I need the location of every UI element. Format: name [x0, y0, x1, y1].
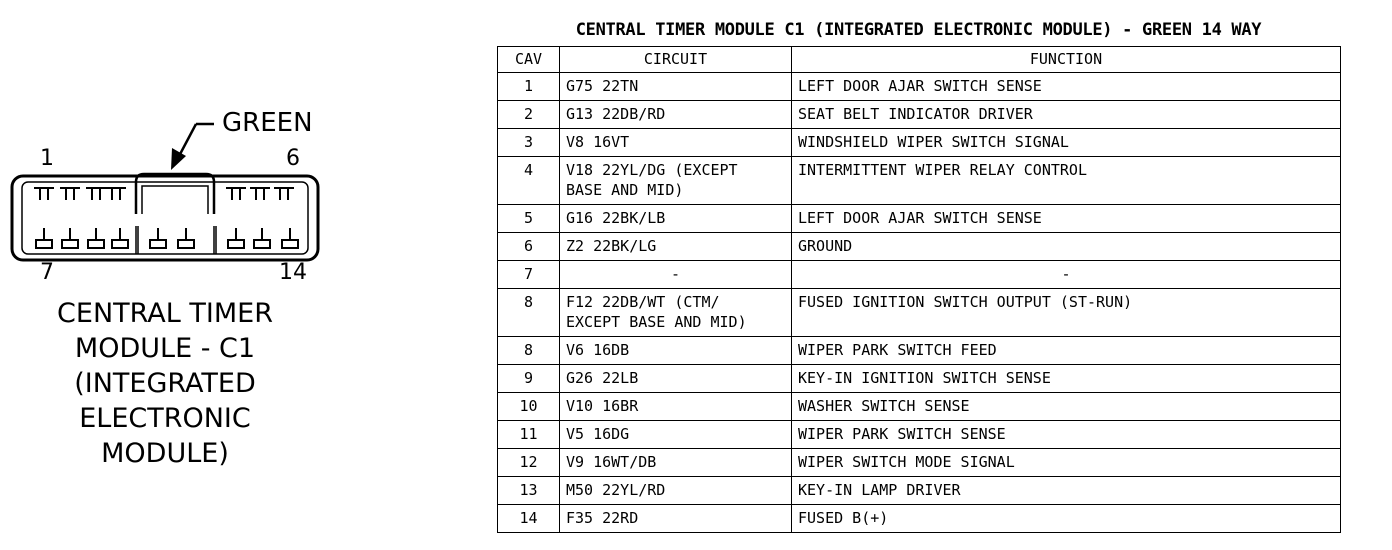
circuit-cell: M50 22YL/RD [560, 477, 792, 505]
table-row [498, 365, 1341, 393]
function-cell: WINDSHIELD WIPER SWITCH SIGNAL [792, 129, 1341, 157]
circuit-cell-line: BASE AND MID) [566, 181, 684, 199]
cav-cell: 9 [498, 365, 560, 393]
pin-label-7: 7 [40, 260, 54, 285]
cav-cell: 14 [498, 505, 560, 533]
function-cell: WIPER PARK SWITCH FEED [792, 337, 1341, 365]
table-row [498, 421, 1341, 449]
table-row [498, 101, 1341, 129]
table-row [498, 157, 1341, 205]
cav-cell: 3 [498, 129, 560, 157]
cav-cell: 12 [498, 449, 560, 477]
cav-cell: 2 [498, 101, 560, 129]
circuit-cell: V8 16VT [560, 129, 792, 157]
pin-label-1: 1 [40, 146, 54, 171]
cav-cell: 10 [498, 393, 560, 421]
function-cell: KEY-IN LAMP DRIVER [792, 477, 1341, 505]
table-row [498, 233, 1341, 261]
module-name-line: MODULE) [101, 438, 229, 469]
function-cell: LEFT DOOR AJAR SWITCH SENSE [792, 73, 1341, 101]
circuit-cell: G26 22LB [560, 365, 792, 393]
circuit-cell: Z2 22BK/LG [560, 233, 792, 261]
header-circuit: CIRCUIT [560, 47, 792, 73]
circuit-cell: V10 16BR [560, 393, 792, 421]
table-row [498, 205, 1341, 233]
function-cell: - [792, 261, 1341, 289]
circuit-cell: V5 16DG [560, 421, 792, 449]
function-cell: WIPER SWITCH MODE SIGNAL [792, 449, 1341, 477]
green-pointer-arrow [171, 124, 214, 170]
table-title: CENTRAL TIMER MODULE C1 (INTEGRATED ELECTRONIC MODULE) - GREEN 14 WAY [575, 20, 1262, 40]
module-name-line: MODULE - C1 [74, 333, 256, 364]
function-cell: FUSED B(+) [792, 505, 1341, 533]
cav-cell: 8 [498, 289, 560, 337]
circuit-cell: V9 16WT/DB [560, 449, 792, 477]
function-cell: WASHER SWITCH SENSE [792, 393, 1341, 421]
header-cav: CAV [498, 47, 560, 73]
circuit-cell [560, 157, 792, 205]
function-cell: LEFT DOOR AJAR SWITCH SENSE [792, 205, 1341, 233]
circuit-cell-line: V18 22YL/DG (EXCEPT [566, 161, 738, 179]
cav-cell: 4 [498, 157, 560, 205]
bottom-row-terminals [36, 228, 298, 248]
module-name-caption [12, 296, 318, 471]
circuit-cell: - [560, 261, 792, 289]
table-row [498, 289, 1341, 337]
connector-latch [136, 174, 214, 214]
header-function: FUNCTION [792, 47, 1341, 73]
table-row [498, 73, 1341, 101]
function-cell: KEY-IN IGNITION SWITCH SENSE [792, 365, 1341, 393]
function-cell: SEAT BELT INDICATOR DRIVER [792, 101, 1341, 129]
table-row [498, 449, 1341, 477]
circuit-cell: G13 22DB/RD [560, 101, 792, 129]
cav-cell: 11 [498, 421, 560, 449]
circuit-cell: G75 22TN [560, 73, 792, 101]
table-row [498, 477, 1341, 505]
module-name-line: ELECTRONIC [79, 403, 251, 434]
cav-cell: 1 [498, 73, 560, 101]
circuit-cell-line: F12 22DB/WT (CTM/ [566, 293, 720, 311]
connector-color-label: GREEN [222, 108, 313, 138]
module-name-line: (INTEGRATED [74, 368, 256, 399]
pin-label-14: 14 [279, 260, 307, 285]
function-cell: WIPER PARK SWITCH SENSE [792, 421, 1341, 449]
pinout-table [497, 46, 1341, 533]
cav-cell: 5 [498, 205, 560, 233]
table-row [498, 261, 1341, 289]
cav-cell: 7 [498, 261, 560, 289]
cav-cell: 6 [498, 233, 560, 261]
table-row [498, 337, 1341, 365]
function-cell: FUSED IGNITION SWITCH OUTPUT (ST-RUN) [792, 289, 1341, 337]
module-name-line: CENTRAL TIMER [57, 298, 273, 329]
circuit-cell: V6 16DB [560, 337, 792, 365]
function-cell: INTERMITTENT WIPER RELAY CONTROL [792, 157, 1341, 205]
circuit-cell: F35 22RD [560, 505, 792, 533]
cav-cell: 8 [498, 337, 560, 365]
top-row-terminals [34, 188, 294, 200]
circuit-cell: G16 22BK/LB [560, 205, 792, 233]
table-row [498, 129, 1341, 157]
circuit-cell [560, 289, 792, 337]
cav-cell: 13 [498, 477, 560, 505]
function-cell: GROUND [792, 233, 1341, 261]
table-row [498, 505, 1341, 533]
circuit-cell-line: EXCEPT BASE AND MID) [566, 313, 747, 331]
table-row [498, 393, 1341, 421]
pin-label-6: 6 [286, 146, 300, 171]
table-header-row [498, 47, 1341, 73]
